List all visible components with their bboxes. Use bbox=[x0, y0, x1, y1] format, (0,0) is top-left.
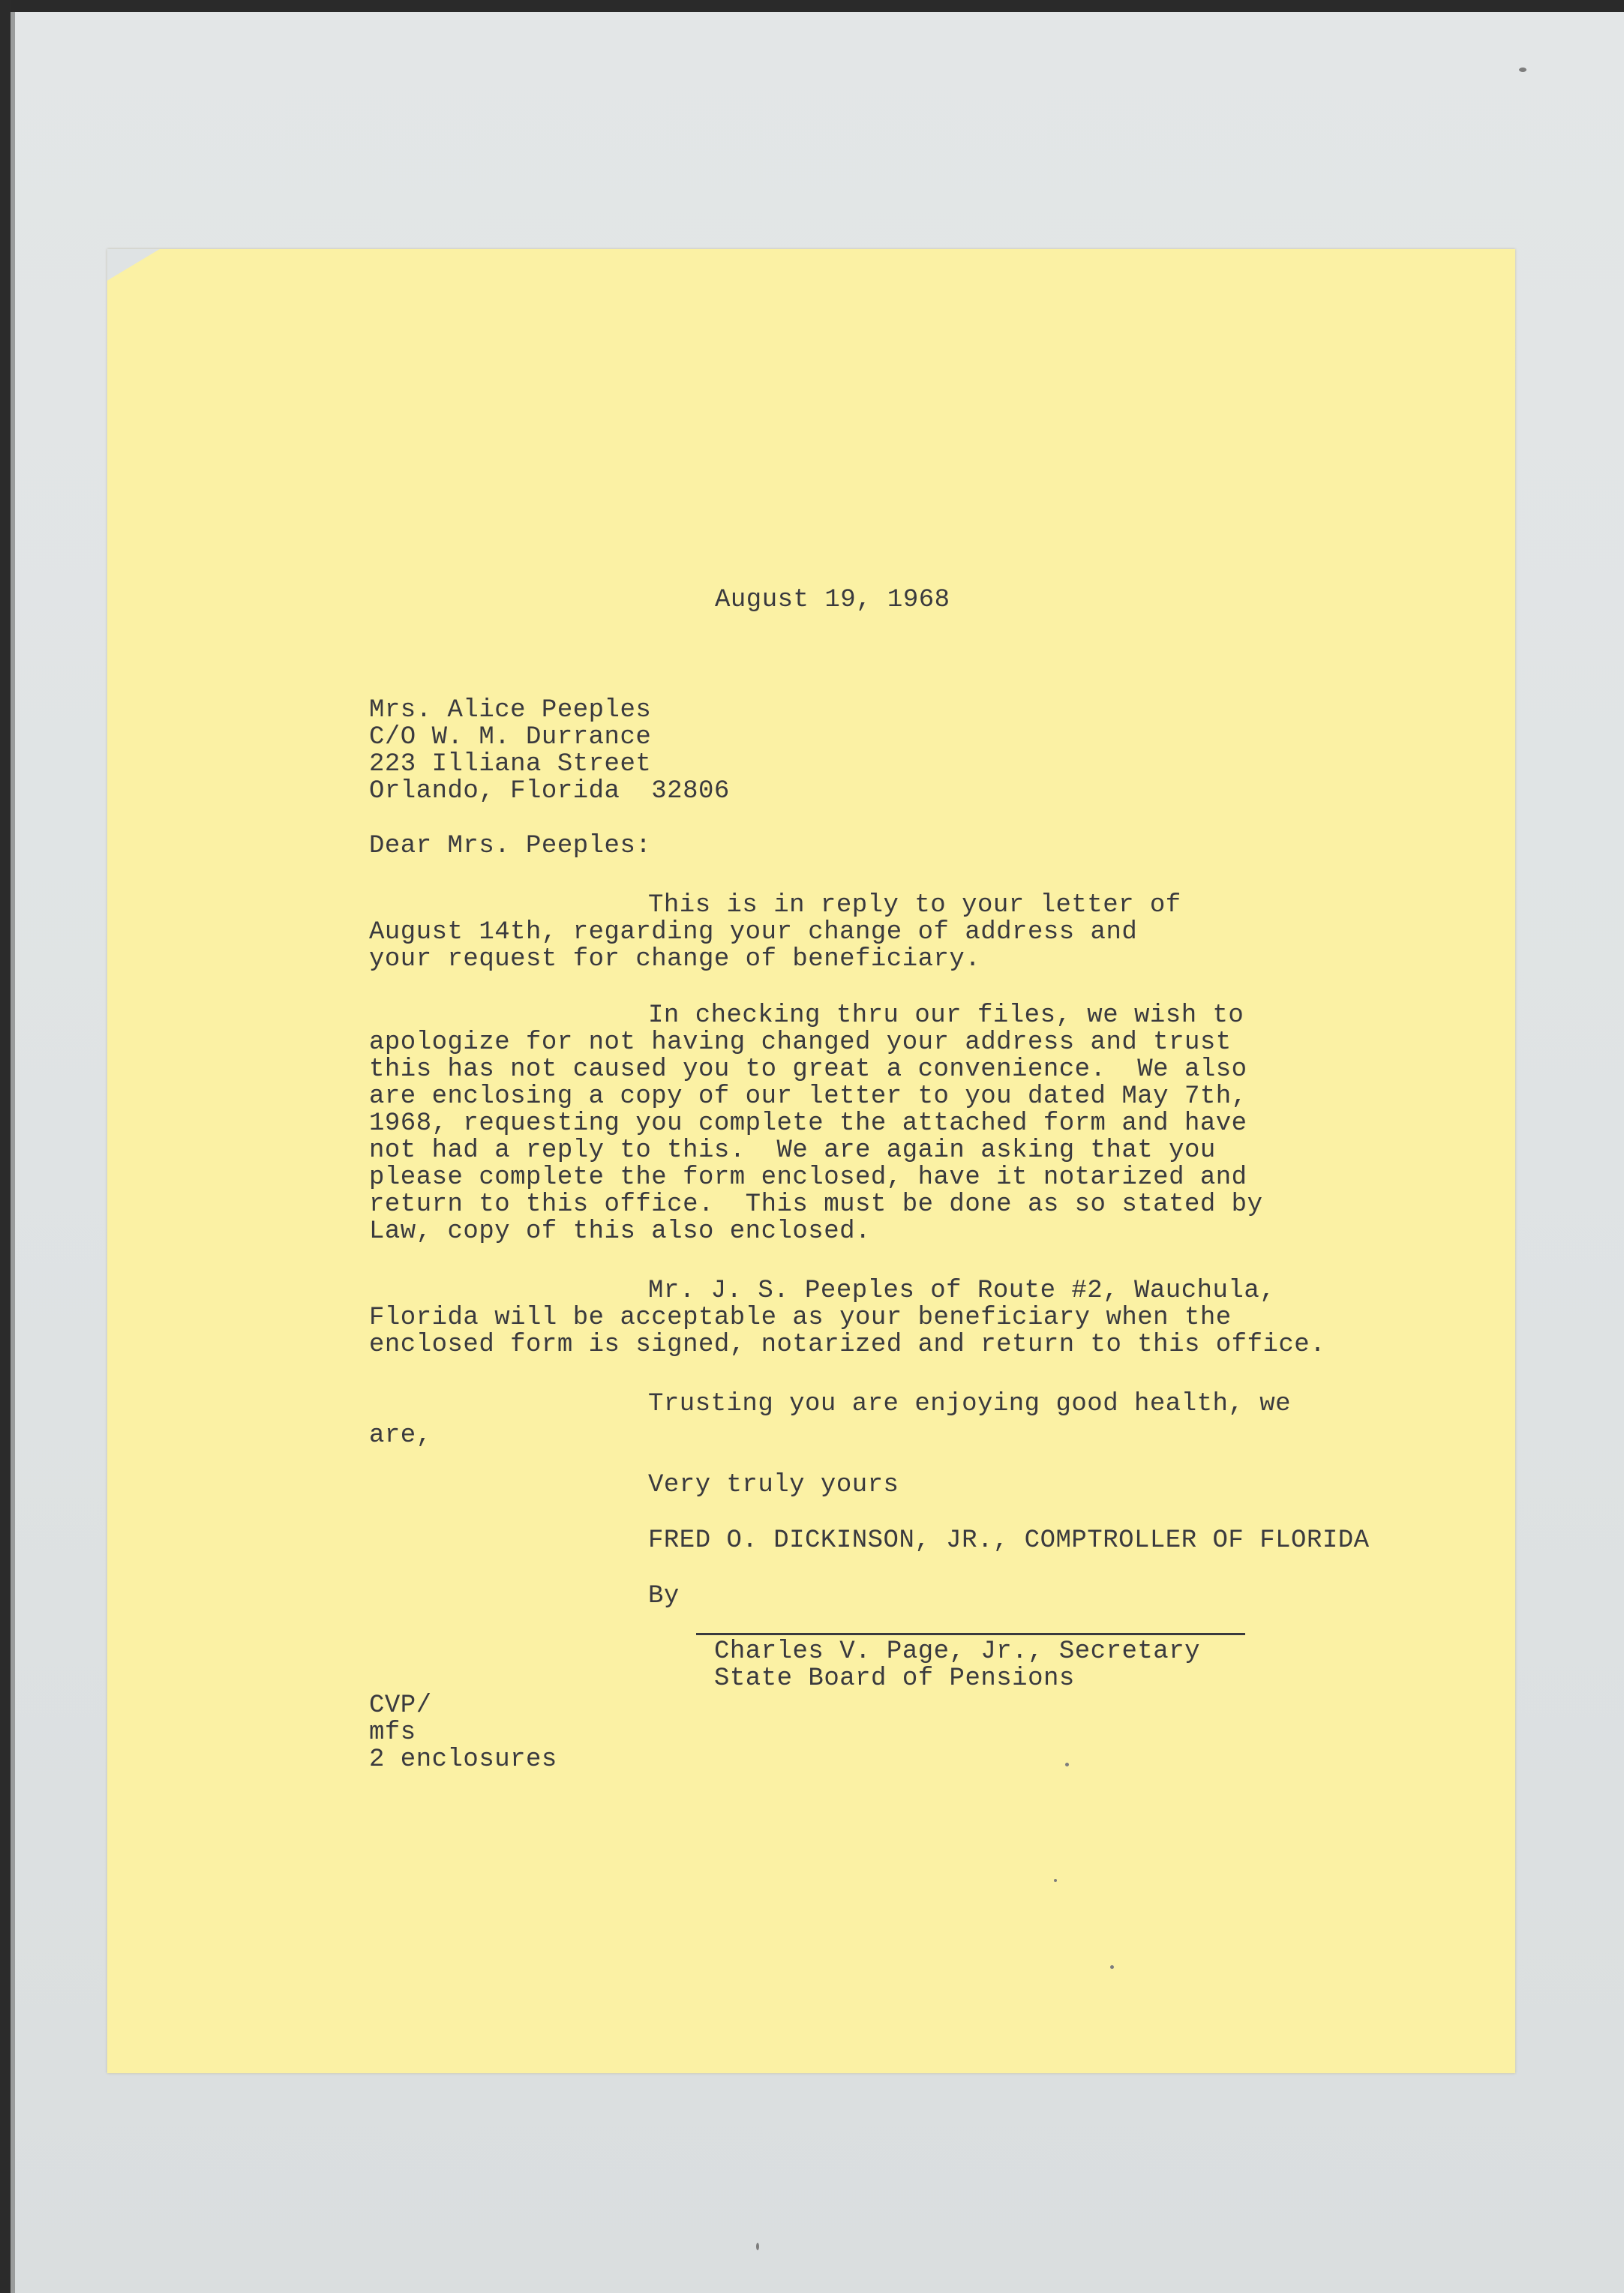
closing: Very truly yours bbox=[648, 1471, 899, 1499]
paragraph-2-line-4: are enclosing a copy of our letter to you dated May 7th, bbox=[369, 1082, 1247, 1111]
recipient-city: Orlando, Florida 32806 bbox=[369, 777, 730, 806]
signature-line bbox=[696, 1633, 1245, 1635]
scan-speck bbox=[1110, 1965, 1114, 1969]
paragraph-2-line-3: this has not caused you to great a convenience. We also bbox=[369, 1055, 1247, 1084]
by-line: By bbox=[648, 1582, 680, 1610]
paragraph-2-line-7: please complete the form enclosed, have it notarized and bbox=[369, 1163, 1247, 1192]
salutation: Dear Mrs. Peeples: bbox=[369, 832, 652, 860]
paragraph-1-line-1: This is in reply to your letter of bbox=[648, 891, 1181, 920]
scan-speck bbox=[1065, 1763, 1069, 1766]
letter-date: August 19, 1968 bbox=[715, 586, 950, 614]
paragraph-2-line-9: Law, copy of this also enclosed. bbox=[369, 1217, 871, 1246]
signer-title: State Board of Pensions bbox=[714, 1664, 1075, 1693]
recipient-street: 223 Illiana Street bbox=[369, 750, 652, 779]
paragraph-2-line-6: not had a reply to this. We are again asking that you bbox=[369, 1136, 1216, 1165]
scan-frame-top bbox=[0, 0, 1624, 12]
paragraph-4-line-1: Trusting you are enjoying good health, we bbox=[648, 1390, 1292, 1418]
paragraph-3-line-1: Mr. J. S. Peeples of Route #2, Wauchula, bbox=[648, 1277, 1276, 1305]
paragraph-1-line-2: August 14th, regarding your change of address and bbox=[369, 918, 1138, 947]
paragraph-2-line-2: apologize for not having changed your address and trust bbox=[369, 1028, 1232, 1057]
paragraph-3-line-2: Florida will be acceptable as your beneficiary when the bbox=[369, 1304, 1232, 1332]
torn-corner bbox=[107, 249, 160, 281]
typist-initials: mfs bbox=[369, 1718, 416, 1747]
scan-speck bbox=[1054, 1879, 1057, 1882]
reference-initials: CVP/ bbox=[369, 1691, 432, 1720]
enclosures-note: 2 enclosures bbox=[369, 1745, 557, 1774]
office-title: FRED O. DICKINSON, JR., COMPTROLLER OF FLORIDA bbox=[648, 1526, 1370, 1555]
recipient-name: Mrs. Alice Peeples bbox=[369, 696, 652, 725]
scan-speck bbox=[1519, 68, 1526, 72]
recipient-care-of: C/O W. M. Durrance bbox=[369, 723, 652, 752]
signer-name: Charles V. Page, Jr., Secretary bbox=[714, 1637, 1201, 1666]
scan-speck bbox=[756, 2243, 759, 2250]
paragraph-4-line-2: are, bbox=[369, 1421, 432, 1450]
paragraph-2-line-1: In checking thru our files, we wish to bbox=[648, 1001, 1244, 1030]
paragraph-3-line-3: enclosed form is signed, notarized and return to this office. bbox=[369, 1331, 1326, 1359]
paragraph-2-line-8: return to this office. This must be done as so stated by bbox=[369, 1190, 1263, 1219]
paragraph-2-line-5: 1968, requesting you complete the attached form and have bbox=[369, 1109, 1247, 1138]
paragraph-1-line-3: your request for change of beneficiary. bbox=[369, 945, 981, 974]
scan-frame-left bbox=[0, 0, 11, 2293]
